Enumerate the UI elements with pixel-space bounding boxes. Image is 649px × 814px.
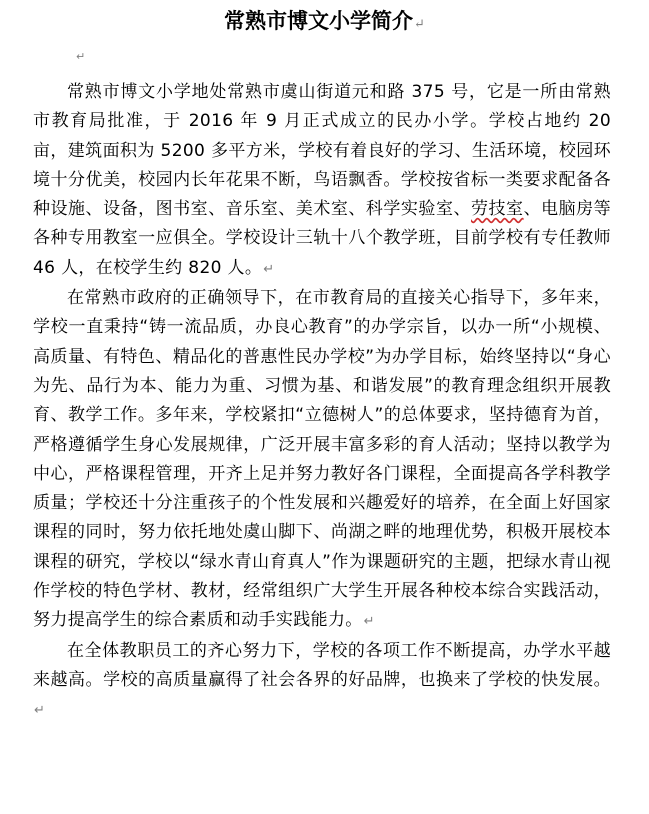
paragraph-school-philosophy [33,284,611,637]
paragraph-school-achievements [33,637,611,726]
paragraph-school-overview [33,78,611,284]
paragraph-text: 在常熟市政府的正确领导下，在市教育局的直接关心指导下，多年来，学校一直秉持“铸一流品质，办良心教育”的办学宗旨，以办一所“小规模、高质量、有特色、精品化的普惠性民办学校”为办学目标，始终坚持以“身心为先、品行为本、能力为重、习惯为基、和谐发展”的教育理念组织开展教育、教学工作。多年来，学校紧扣“立德树人”的总体要求，坚持德育为首，严格遵循学生身心发展规律，广泛开展丰富多彩的育人活动；坚持以教学为中心，严格课程管理，开齐上足并努力教好各门课程，全面提高各学科教学质量；学校还十分注重孩子的个性发展和兴趣爱好的培养，在全面上好国家课程的同时，努力依托地处虞山脚下、尚湖之畔的地理优势，积极开展校本课程的研究，学校以“绿水青山育真人”作为课题研究的主题，把绿水青山视作学校的特色学材、教材，经常组织广大学生开展各种校本综合实践活动，努力提高学生的综合素质和动手实践能力。 [33,288,611,631]
paragraph-mark-icon: ↵ [34,703,46,719]
paragraph-mark-icon: ↵ [263,261,275,277]
spellcheck-flagged-word[interactable]: 劳技室 [471,199,524,220]
document-title [0,6,649,40]
paragraph-mark-icon: ↵ [363,614,375,630]
document-title-text: 常熟市博文小学简介 [224,8,414,33]
document-body [33,78,611,726]
paragraph-mark-icon: ↵ [414,17,425,32]
empty-line-mark-icon: ↵ [76,50,86,63]
paragraph-text: 、电脑房等各种专用教室一应俱全。学校设计三轨十八个教学班，目前学校有专任教师 46 人，在校学生约 820 人。 [33,199,611,278]
paragraph-text: 在全体教职员工的齐心努力下，学校的各项工作不断提高，办学水平越来越高。学校的高质量赢得了社会各界的好品牌，也换来了学校的快发展。 [33,640,611,690]
paragraph-text: 常熟市博文小学地处常熟市虞山街道元和路 375 号，它是一所由常熟市教育局批准，于 2016 年 9 月正式成立的民办小学。学校占地约 20 亩，建筑面积为 5200 多平方米，学校有着良好的学习、生活环境，校园环境十分优美，校园内长年花果不断，鸟语飘香。学校按省标一类要求配备各种设施、设备，图书室、音乐室、美术室、科学实验室、 [33,82,611,220]
